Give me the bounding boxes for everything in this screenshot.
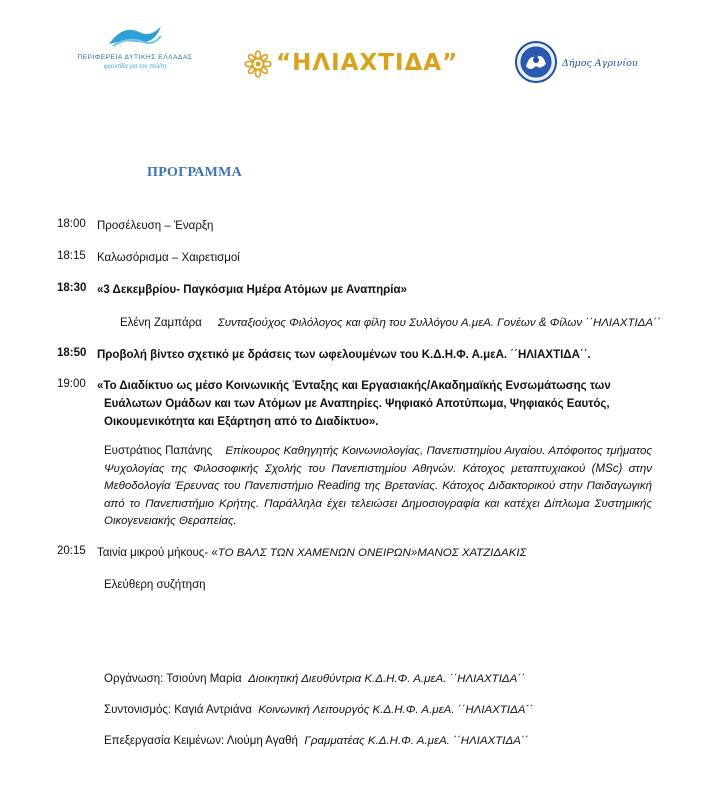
item-time-1850: 18:50 — [57, 347, 87, 359]
credit-organization-role: Διοικητική Διευθύντρια Κ.Δ.Η.Φ. Α.μεΑ. ΄΄ΗΛΙΑΧΤΙΔΑ΄΄ — [248, 673, 525, 685]
credit-editing-name: Επεξεργασία Κειμένων: Λιούμη Αγαθή — [104, 735, 298, 747]
item-text-1800: Προσέλευση – Έναρξη — [97, 220, 214, 232]
speaker-bio-text-1900: Επίκουρος Καθηγητής Κοινωνιολογίας, Πανεπιστημίου Αιγαίου. Απόφοιτος τμήματος Ψυχολογίας της Φιλοσοφικής Σχολής του Πανεπιστημίου Αθηνών. Κάτοχος μεταπτυχιακού (MSc) στην Μεθοδολογία Έρευνας του Πανεπιστήμιο Reading της Βρετανίας. Κάτοχος Διδακτορικού στην Παιδαγωγική από το Πανεπιστήμιο Κρήτης. Παράλληλα έχει τελειώσει Δημοσιογραφία και κατέχει Δίπλωμα Συστημικής Οικογενειακής Θεραπείας. — [104, 445, 652, 527]
sun-icon — [244, 50, 272, 78]
municipality-name: Δήμος Αγρινίου — [562, 58, 638, 69]
credit-editing-role: Γραμματέας Κ.Δ.Η.Φ. Α.μεΑ. ΄΄ΗΛΙΑΧΤΙΔΑ΄΄ — [304, 735, 529, 747]
item-title-1900-line2: Ευάλωτων Ομάδων και των Ατόμων με Αναπηρίες. Ψηφιακό Αποτύπωμα, Ψηφιακός Εαυτός, — [104, 398, 610, 410]
page-title: ΠΡΟΓΡΑΜΜΑ — [147, 165, 243, 180]
item-text-1850: Προβολή βίντεο σχετικό με δράσεις των ωφελουμένων του Κ.Δ.Η.Φ. Α.μεΑ. ΄΄ΗΛΙΑΧΤΙΔΑ΄΄. — [97, 349, 591, 361]
credit-coordination — [104, 702, 533, 718]
speaker-role-1830: Συνταξιούχος Φιλόλογος και φίλη του Συλλόγου Α.μεΑ. Γονέων & Φίλων ΄΄ΗΛΙΑΧΤΙΔΑ΄΄ — [217, 317, 661, 329]
free-discussion: Ελεύθερη συζήτηση — [104, 579, 206, 591]
speaker-name-1830: Ελένη Ζαμπάρα — [120, 317, 202, 329]
credit-organization-name: Οργάνωση: Τσιούνη Μαρία — [104, 673, 242, 685]
region-wave-icon — [105, 22, 165, 52]
item-time-1900: 19:00 — [57, 378, 86, 390]
film-title: ΤΟ ΒΑΛΣ ΤΩΝ ΧΑΜΕΝΩΝ ΟΝΕΙΡΩΝ — [217, 547, 411, 559]
region-logo — [50, 22, 220, 82]
item-text-1830: «3 Δεκεμβρίου- Παγκόσμια Ημέρα Ατόμων με Αναπηρία» — [97, 284, 407, 296]
item-time-1800: 18:00 — [57, 218, 86, 230]
item-title-1900-line1: «Το Διαδίκτυο ως μέσο Κοινωνικής Ένταξης και Εργασιακής/Ακαδημαϊκής Ενσωμάτωσης των — [97, 380, 611, 392]
film-prefix: Ταινία μικρού μήκους- « — [97, 547, 218, 559]
item-text-1815: Καλωσόρισμα – Χαιρετισμοί — [97, 252, 240, 264]
brand-name: “ΗΛΙΑΧΤΙΔΑ” — [276, 50, 459, 76]
region-logo-line1: ΠΕΡΙΦΕΡΕΙΑ ΔΥΤΙΚΗΣ ΕΛΛΑΔΑΣ — [77, 54, 193, 61]
film-suffix: »ΜΑΝΟΣ ΧΑΤΖΙΔΑΚΙΣ — [410, 547, 527, 559]
credit-editing — [104, 733, 529, 749]
page-header — [0, 0, 708, 110]
speaker-bio-1900 — [104, 443, 652, 531]
credit-organization — [104, 671, 525, 687]
speaker-line-1830 — [120, 315, 661, 331]
region-logo-line2: φροντίδα για τον πολίτη — [103, 64, 167, 70]
item-time-1815: 18:15 — [57, 250, 86, 262]
item-time-2015: 20:15 — [57, 545, 86, 557]
speaker-name-1900: Ευστράτιος Παπάνης — [104, 445, 213, 457]
item-text-2015 — [97, 545, 526, 561]
municipality-seal-icon — [514, 40, 558, 84]
item-title-1900-line3: Οικουμενικότητα και Εξάρτηση από το Διαδίκτυο». — [104, 416, 379, 428]
credit-coordination-name: Συντονισμός: Καγιά Αντριάνα — [104, 704, 252, 716]
credit-coordination-role: Κοινωνική Λειτουργός Κ.Δ.Η.Φ. Α.μεΑ. ΄΄ΗΛΙΑΧΤΙΔΑ΄΄ — [258, 704, 534, 716]
item-time-1830: 18:30 — [57, 282, 87, 294]
municipality-logo — [514, 40, 654, 85]
